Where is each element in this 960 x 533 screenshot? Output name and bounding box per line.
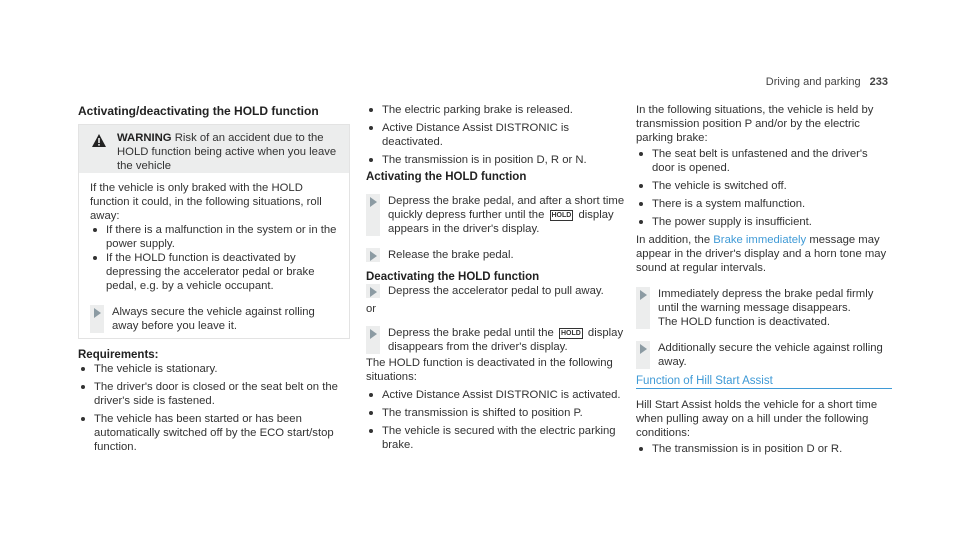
warning-box	[78, 124, 350, 339]
list-item: If there is a malfunction in the system or in the power supply.	[90, 223, 342, 251]
requirements-list-cont	[366, 103, 626, 167]
list-item: If the HOLD function is deactivated by depressing the accelerator pedal or brake pedal, e.g. by a vehicle occupant.	[90, 251, 342, 293]
instruction-step	[90, 305, 342, 333]
activating-heading: Activating the HOLD function	[366, 171, 527, 183]
warning-text: Risk of an accident due to the HOLD function being active when you leave the vehicle	[117, 132, 337, 172]
hold-icon: HOLD	[551, 212, 572, 219]
step-arrow-icon	[640, 344, 647, 354]
list-item: The seat belt is unfastened and the driver's door is opened.	[636, 147, 892, 175]
list-item: The transmission is shifted to position P.	[366, 406, 626, 420]
warning-triangle-icon	[92, 134, 106, 147]
instruction-step: Release the brake pedal.	[366, 248, 626, 262]
deactivating-heading: Deactivating the HOLD function	[366, 271, 540, 283]
list-item: The transmission is in position D, R or N.	[366, 153, 626, 167]
list-item: The vehicle has been started or has been automatically switched off by the ECO start/stop function.	[78, 412, 348, 454]
warning-list	[90, 223, 342, 293]
section-divider	[636, 388, 892, 389]
step-arrow-icon	[370, 251, 377, 261]
page-header	[766, 75, 888, 89]
warning-header	[79, 125, 349, 173]
deactivated-intro: The HOLD function is deactivated in the following situations:	[366, 357, 613, 383]
requirements	[78, 348, 348, 454]
hill-intro: Hill Start Assist holds the vehicle for a short time when pulling away on a hill under the following conditions:	[636, 399, 878, 439]
hill-list	[636, 442, 892, 456]
list-item: There is a system malfunction.	[636, 197, 892, 211]
addition-text: In addition, the Brake immediately message may appear in the driver's display and a horn tone may sound at regular intervals.	[636, 234, 887, 274]
hill-start-heading: Function of Hill Start Assist	[636, 375, 773, 387]
warning-intro: If the vehicle is only braked with the HOLD function it could, in the following situations, roll away:	[90, 182, 322, 222]
deactivated-list	[366, 388, 626, 452]
page-number: 233	[869, 76, 888, 88]
or-text: or	[366, 303, 377, 315]
requirements-list	[78, 362, 348, 454]
column-2	[366, 103, 626, 452]
list-item: The transmission is in position D or R.	[636, 442, 892, 456]
list-item: The vehicle is switched off.	[636, 179, 892, 193]
column-3	[636, 103, 892, 369]
hill-start-section	[636, 398, 892, 456]
step-arrow-icon	[370, 329, 377, 339]
list-item: The power supply is insufficient.	[636, 215, 892, 229]
step-arrow-icon	[370, 287, 377, 297]
step-text: Always secure the vehicle against rolling away before you leave it.	[112, 306, 315, 332]
section-heading-hold: Activating/deactivating the HOLD function	[78, 104, 319, 118]
section-name: Driving and parking	[765, 76, 861, 88]
instruction-step: Depress the accelerator pedal to pull away.	[366, 284, 626, 298]
step-arrow-icon	[640, 290, 647, 300]
held-list	[636, 147, 892, 229]
warning-label: WARNING	[117, 132, 172, 144]
brake-immediately-link[interactable]: Brake immediately	[713, 234, 807, 246]
list-item: The vehicle is secured with the electric parking brake.	[366, 424, 626, 452]
instruction-step: Depress the brake pedal until the HOLD display disappears from the driver's display.	[366, 326, 626, 354]
list-item: Active Distance Assist DISTRONIC is deactivated.	[366, 121, 626, 149]
held-intro: In the following situations, the vehicle is held by transmission position P and/or by the electric parking brake:	[636, 104, 874, 144]
instruction-step: Immediately depress the brake pedal firmly until the warning message disappears. The HOLD function is deactivated.	[636, 287, 892, 329]
step-arrow-icon	[94, 308, 101, 318]
list-item: The electric parking brake is released.	[366, 103, 626, 117]
instruction-step: Depress the brake pedal, and after a short time quickly depress further until the HOLD display appears in the driver's display.	[366, 194, 626, 236]
list-item: The vehicle is stationary.	[78, 362, 348, 376]
warning-body	[90, 181, 342, 333]
instruction-step: Additionally secure the vehicle against rolling away.	[636, 341, 892, 369]
warning-title	[117, 131, 339, 173]
requirements-heading: Requirements:	[78, 349, 159, 361]
list-item: The driver's door is closed or the seat belt on the driver's side is fastened.	[78, 380, 348, 408]
step-arrow-icon	[370, 197, 377, 207]
hold-icon: HOLD	[560, 330, 581, 337]
list-item: Active Distance Assist DISTRONIC is activated.	[366, 388, 626, 402]
